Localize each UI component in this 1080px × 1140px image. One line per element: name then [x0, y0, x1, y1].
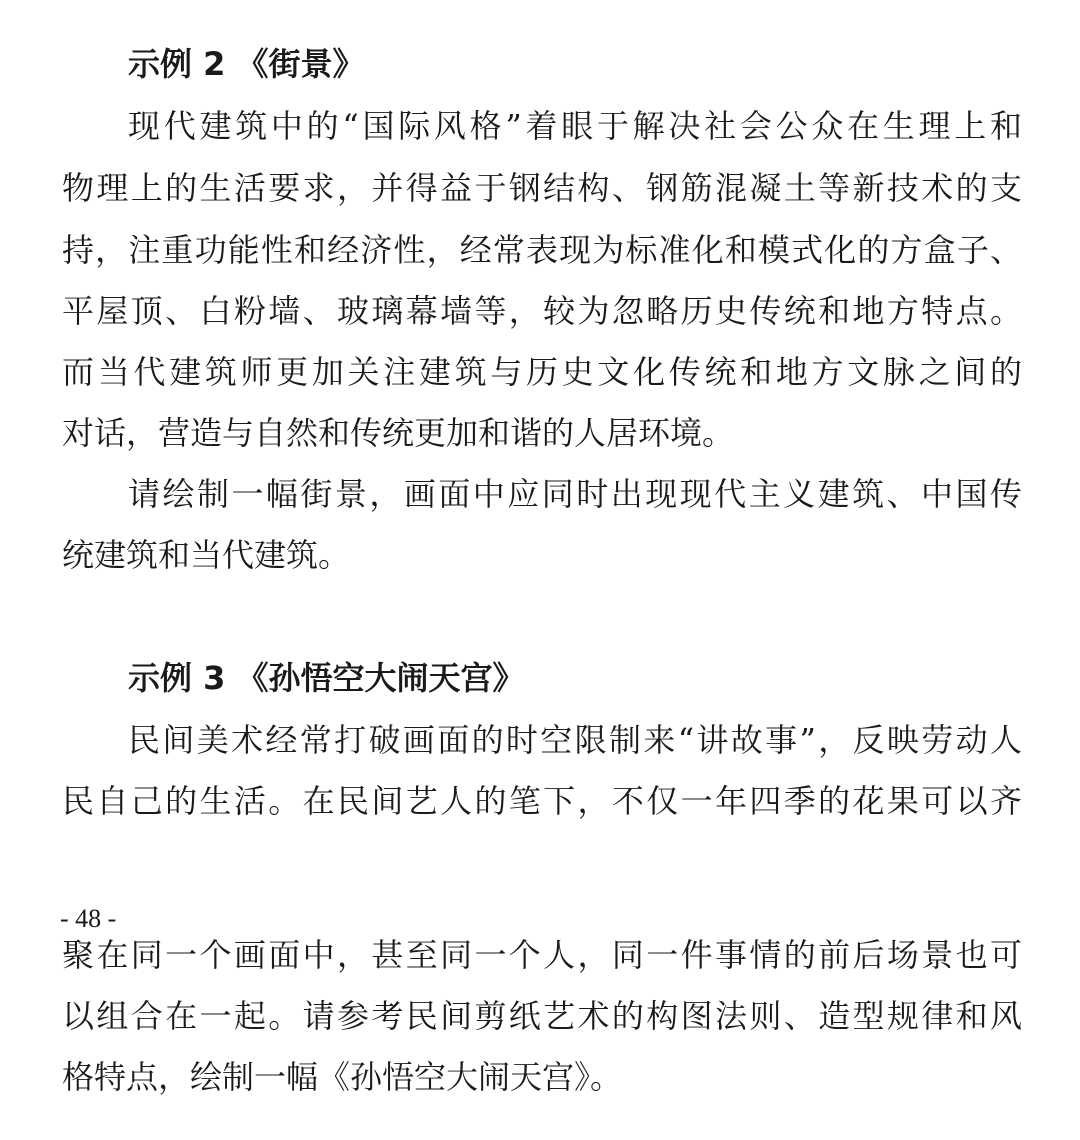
paragraph-line: 现代建筑中的“国际风格”着眼于解决社会公众在生理上和 — [128, 107, 1022, 145]
example-3-heading: 示例 3 《孙悟空大闹天宫》 — [128, 659, 525, 697]
paragraph-line: 聚在同一个画面中，甚至同一个人，同一件事情的前后场景也可 — [62, 936, 1022, 974]
paragraph-line: 格特点，绘制一幅《孙悟空大闹天宫》。 — [62, 1058, 623, 1096]
paragraph-line: 持，注重功能性和经济性，经常表现为标准化和模式化的方盒子、 — [62, 231, 1022, 269]
paragraph-line: 而当代建筑师更加关注建筑与历史文化传统和地方文脉之间的 — [62, 353, 1022, 391]
page-number: - 48 - — [60, 904, 117, 933]
example-2-heading: 示例 2 《街景》 — [128, 45, 365, 83]
paragraph-line: 对话，营造与自然和传统更加和谐的人居环境。 — [62, 414, 735, 452]
paragraph-line: 民自己的生活。在民间艺人的笔下，不仅一年四季的花果可以齐 — [62, 782, 1022, 820]
paragraph-line: 平屋顶、白粉墙、玻璃幕墙等，较为忽略历史传统和地方特点。 — [62, 292, 1022, 330]
paragraph-line: 物理上的生活要求，并得益于钢结构、钢筋混凝土等新技术的支 — [62, 169, 1022, 207]
paragraph-line: 民间美术经常打破画面的时空限制来“讲故事”，反映劳动人 — [128, 721, 1022, 759]
paragraph-line: 统建筑和当代建筑。 — [62, 536, 351, 574]
paragraph-line: 以组合在一起。请参考民间剪纸艺术的构图法则、造型规律和风 — [62, 997, 1022, 1035]
paragraph-line: 请绘制一幅街景，画面中应同时出现现代主义建筑、中国传 — [128, 475, 1022, 513]
